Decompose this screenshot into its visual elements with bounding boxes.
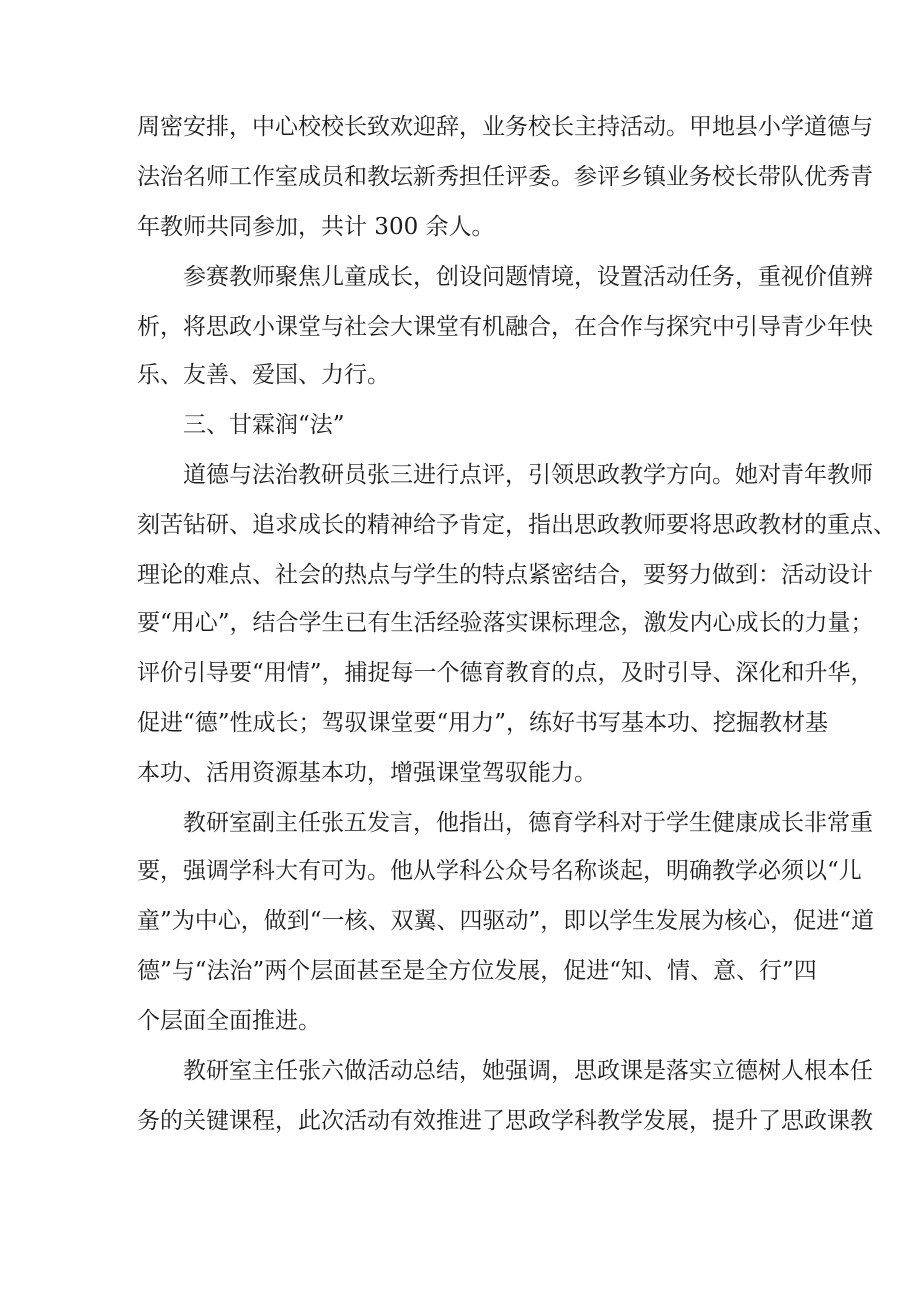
text-line: 教研室副主任张五发言，他指出，德育学科对于学生健康成长非常重 xyxy=(183,810,873,836)
text-line: 道德与法治教研员张三进行点评，引领思政教学方向。她对青年教师 xyxy=(183,462,873,488)
section-title: 三、甘霖润“法” xyxy=(183,412,345,438)
text-line: 个层面全面推进。 xyxy=(137,1008,321,1034)
text-line: 促进“德”性成长；驾驭课堂要“用力”，练好书写基本功、挖掘教材基 xyxy=(137,710,829,736)
text-line: 周密安排，中心校校长致欢迎辞，业务校长主持活动。甲地县小学道德与 xyxy=(137,114,873,140)
text-line: 本功、活用资源基本功，增强课堂驾驭能力。 xyxy=(137,760,597,786)
text-line: 刻苦钻研、追求成长的精神给予肯定，指出思政教师要将思政教材的重点、 xyxy=(137,512,896,538)
text-line: 教研室主任张六做活动总结，她强调，思政课是落实立德树人根本任 xyxy=(183,1058,873,1084)
text-line: 理论的难点、社会的热点与学生的特点紧密结合，要努力做到：活动设计 xyxy=(137,562,873,588)
text-line: 要，强调学科大有可为。他从学科公众号名称谈起，明确教学必须以“儿 xyxy=(137,858,862,884)
text-line: 析，将思政小课堂与社会大课堂有机融合，在合作与探究中引导青少年快 xyxy=(137,314,873,340)
text-line: 务的关键课程，此次活动有效推进了思政学科教学发展，提升了思政课教 xyxy=(137,1108,873,1134)
text-line: 年教师共同参加，共计 300 余人。 xyxy=(137,214,495,240)
text-line: 童”为中心，做到“一核、双翼、四驱动”，即以学生发展为核心，促进“道 xyxy=(137,908,875,934)
text-line: 参赛教师聚焦儿童成长，创设问题情境，设置活动任务，重视价值辨 xyxy=(183,264,873,290)
text-line: 德”与“法治”两个层面甚至是全方位发展，促进“知、情、意、行”四 xyxy=(137,958,817,984)
text-line: 要“用心”，结合学生已有生活经验落实课标理念，激发内心成长的力量； xyxy=(137,610,874,636)
text-line: 评价引导要“用情”，捕捉每一个德育教育的点，及时引导、深化和升华， xyxy=(137,660,874,686)
text-line: 乐、友善、爱国、力行。 xyxy=(137,362,390,388)
text-line: 法治名师工作室成员和教坛新秀担任评委。参评乡镇业务校长带队优秀青 xyxy=(137,164,873,190)
